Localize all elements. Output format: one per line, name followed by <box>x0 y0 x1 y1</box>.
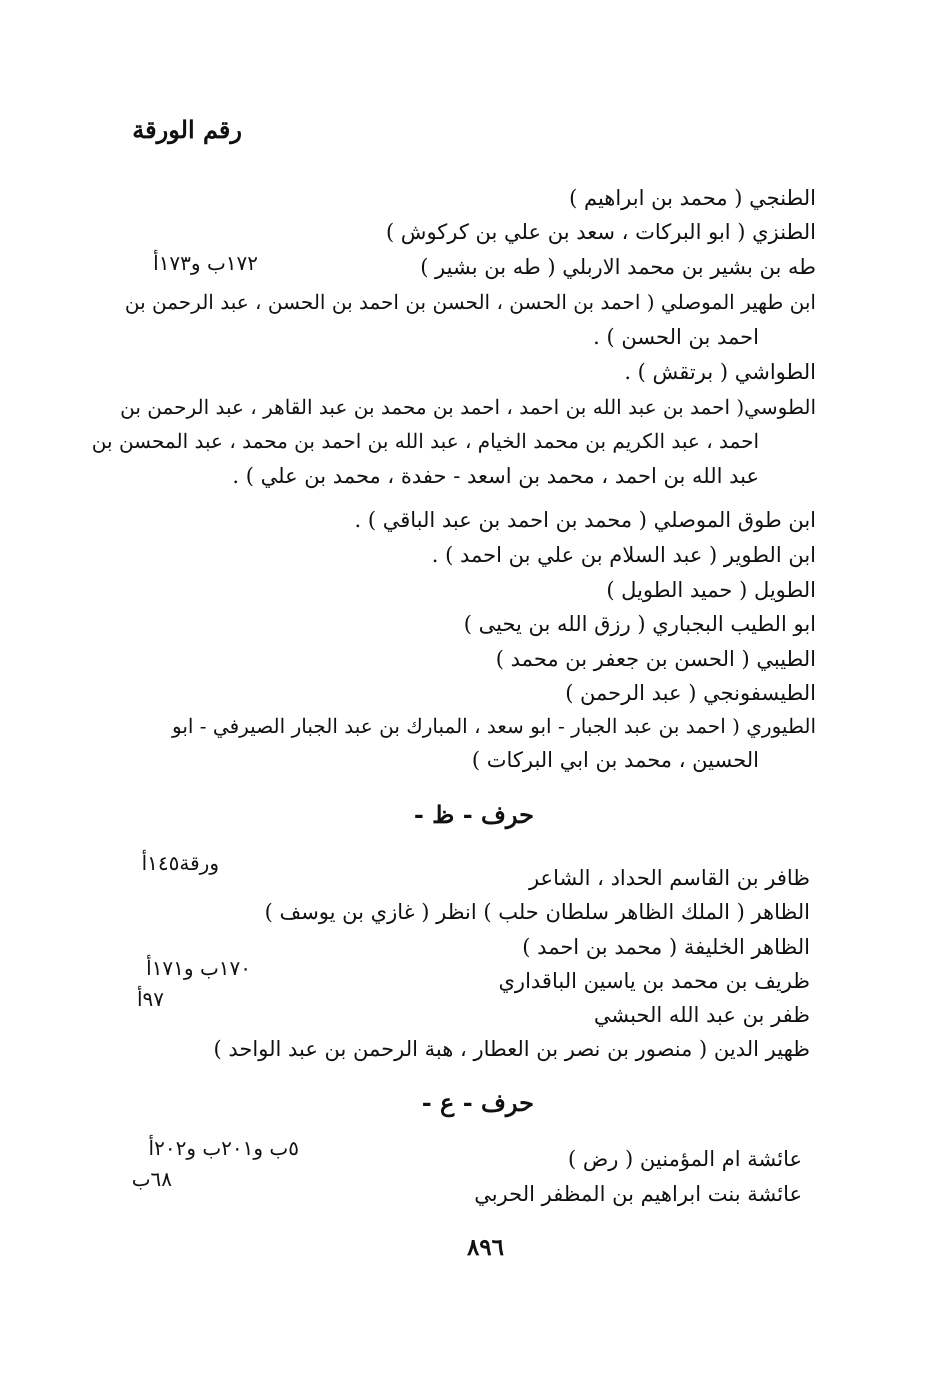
entry-line: ابن الطوير ( عبد السلام بن علي بن احمد ) . <box>431 543 816 567</box>
entry-line: الطنزي ( ابو البركات ، سعد بن علي بن كركوش ) <box>385 220 816 244</box>
folio-reference: ورقة١٤٥أ <box>141 851 219 875</box>
entry-line: ابن طوق الموصلي ( محمد بن احمد بن عبد الباقي ) . <box>354 508 816 532</box>
entry-line: ظريف بن محمد بن ياسين الباقداري <box>498 969 810 993</box>
entry-line: ظافر بن القاسم الحداد ، الشاعر <box>528 866 810 890</box>
folio-reference: ٦٨ب <box>131 1167 172 1191</box>
entry-line: الطواشي ( برتقش ) . <box>624 360 816 384</box>
entry-line: ابن طهير الموصلي ( احمد بن الحسن ، الحسن بن احمد بن الحسن ، عبد الرحمن بن <box>124 290 816 314</box>
entry-line: الطنجي ( محمد بن ابراهيم ) <box>569 186 816 210</box>
folio-reference: ٥ب و٢٠١ب و٢٠٢أ <box>148 1136 299 1160</box>
entry-continuation: الحسين ، محمد بن ابي البركات ) <box>471 748 759 772</box>
entry-line: ابو الطيب البجباري ( رزق الله بن يحيى ) <box>463 612 816 636</box>
folio-reference: ٩٧أ <box>136 987 164 1011</box>
entry-line: الطيسفونجي ( عبد الرحمن ) <box>565 681 816 705</box>
entry-line: ظهير الدين ( منصور بن نصر بن العطار ، هبة الرحمن بن عبد الواحد ) <box>213 1037 810 1061</box>
entry-continuation: عبد الله بن احمد ، محمد بن اسعد - حفدة ، محمد بن علي ) . <box>232 464 759 488</box>
entry-line: طه بن بشير بن محمد الاربلي ( طه بن بشير ) <box>420 255 816 279</box>
entry-line: الطوسي( احمد بن عبد الله بن احمد ، احمد بن محمد بن عبد القاهر ، عبد الرحمن بن <box>120 395 816 419</box>
page-header-title: رقم الورقة <box>132 115 242 144</box>
entry-line: الظاهر ( الملك الظاهر سلطان حلب ) انظر ( غازي بن يوسف ) <box>264 900 810 924</box>
entry-line: الطويل ( حميد الطويل ) <box>606 578 816 602</box>
entry-continuation: احمد ، عبد الكريم بن محمد الخيام ، عبد الله بن احمد بن محمد ، عبد المحسن بن <box>91 429 759 453</box>
entry-line: الطيوري ( احمد بن عبد الجبار - ابو سعد ، المبارك بن عبد الجبار الصيرفي - ابو <box>171 714 816 738</box>
section-heading-zah: حرف - ظ - <box>413 800 534 829</box>
folio-reference: ١٧٢ب و١٧٣أ <box>153 251 258 275</box>
section-heading-ain: حرف - ع - <box>421 1088 534 1117</box>
entry-line: عائشة ام المؤمنين ( رض ) <box>567 1147 802 1171</box>
entry-line: ظفر بن عبد الله الحبشي <box>593 1003 810 1027</box>
entry-continuation: احمد بن الحسن ) . <box>593 325 759 349</box>
entry-line: الظاهر الخليفة ( محمد بن احمد ) <box>522 935 810 959</box>
folio-reference: ١٧٠ب و١٧١أ <box>146 956 251 980</box>
entry-line: الطيبي ( الحسن بن جعفر بن محمد ) <box>495 647 816 671</box>
page-number: ٨٩٦ <box>466 1234 504 1261</box>
entry-line: عائشة بنت ابراهيم بن المظفر الحربي <box>474 1182 802 1206</box>
